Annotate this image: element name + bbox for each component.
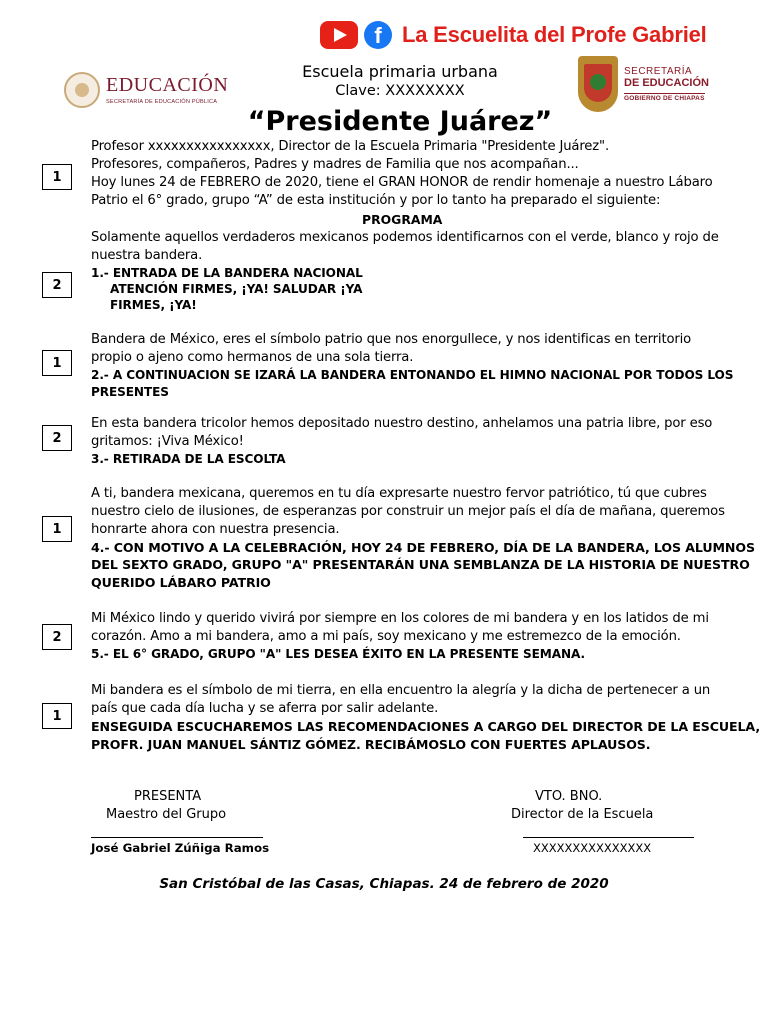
- chiapas-shield-icon: [578, 56, 618, 112]
- signature-left-name: José Gabriel Zúñiga Ramos: [91, 841, 270, 855]
- program-item-2: PRESENTES: [91, 385, 169, 399]
- program-heading: PROGRAMA: [362, 212, 443, 227]
- chiapas-logo-line1: SECRETARÍA: [624, 66, 693, 77]
- school-type: Escuela primaria urbana: [302, 62, 498, 81]
- speech-line: nuestro cielo de ilusiones, de esperanzas por construir un mejor país el día de mañana, queremos: [91, 504, 725, 519]
- signature-left-line: [91, 837, 263, 838]
- intro-line: Patrio el 6° grado, grupo “A” de esta institución y por lo tanto ha preparado el siguiente:: [91, 193, 661, 208]
- speaker-marker: 2: [42, 425, 72, 451]
- chiapas-logo-line3: GOBIERNO DE CHIAPAS: [624, 95, 705, 102]
- school-name: “Presidente Juárez”: [247, 106, 553, 137]
- program-item-3: 3.- RETIRADA DE LA ESCOLTA: [91, 452, 286, 466]
- speech-line: corazón. Amo a mi bandera, amo a mi país, soy mexicano y me estremezco de la emoción.: [91, 629, 681, 644]
- speech-line: país que cada día lucha y se aferra por salir adelante.: [91, 701, 439, 716]
- program-item-5: 5.- EL 6° GRADO, GRUPO "A" LES DESEA ÉXITO EN LA PRESENTE SEMANA.: [91, 647, 585, 661]
- speech-line: propio o ajeno como hermanos de una sola tierra.: [91, 350, 414, 365]
- program-item-1: 1.- ENTRADA DE LA BANDERA NACIONAL: [91, 266, 363, 280]
- speaker-marker: 1: [42, 350, 72, 376]
- chiapas-education-logo: [578, 56, 718, 116]
- sep-logo-subtitle: SECRETARÍA DE EDUCACIÓN PÚBLICA: [106, 99, 218, 105]
- intro-line: Profesor xxxxxxxxxxxxxxxx, Director de la Escuela Primaria "Presidente Juárez".: [91, 139, 610, 154]
- signature-right-role: Director de la Escuela: [511, 807, 654, 822]
- speaker-marker: 1: [42, 703, 72, 729]
- speech-line: Mi México lindo y querido vivirá por siempre en los colores de mi bandera y en los latidos de mi: [91, 611, 709, 626]
- speaker-marker: 2: [42, 624, 72, 650]
- school-clave: Clave: XXXXXXXX: [335, 83, 465, 99]
- speaker-marker: 1: [42, 516, 72, 542]
- speaker-marker: 1: [42, 164, 72, 190]
- signature-left-role: Maestro del Grupo: [106, 807, 227, 822]
- signature-right-line: [523, 837, 694, 838]
- closing-line: ENSEGUIDA ESCUCHAREMOS LAS RECOMENDACIONES A CARGO DEL DIRECTOR DE LA ESCUELA,: [91, 719, 760, 734]
- speech-line: Solamente aquellos verdaderos mexicanos podemos identificarnos con el verde, blanco y rojo de: [91, 230, 719, 245]
- program-item-4: DEL SEXTO GRADO, GRUPO "A" PRESENTARÁN UNA SEMBLANZA DE LA HISTORIA DE NUESTRO: [91, 557, 750, 572]
- program-item-1-command: FIRMES, ¡YA!: [110, 298, 197, 312]
- brand-name: La Escuelita del Profe Gabriel: [402, 22, 707, 47]
- speaker-marker: 2: [42, 272, 72, 298]
- program-item-1-command: ATENCIÓN FIRMES, ¡YA! SALUDAR ¡YA: [110, 282, 363, 296]
- intro-line: Hoy lunes 24 de FEBRERO de 2020, tiene el GRAN HONOR de rendir homenaje a nuestro Lábaro: [91, 175, 713, 190]
- speech-line: honrarte ahora con nuestra presencia.: [91, 522, 340, 537]
- intro-line: Profesores, compañeros, Padres y madres de Familia que nos acompañan...: [91, 157, 579, 172]
- sep-logo-title: EDUCACIÓN: [106, 74, 229, 96]
- signature-right-label: VTO. BNO.: [535, 789, 603, 804]
- youtube-icon: [320, 21, 358, 49]
- speech-line: En esta bandera tricolor hemos depositado nuestro destino, anhelamos una patria libre, por eso: [91, 416, 713, 431]
- chiapas-logo-line2: DE EDUCACIÓN: [624, 77, 709, 89]
- speech-line: gritamos: ¡Viva México!: [91, 434, 244, 449]
- speech-line: nuestra bandera.: [91, 248, 203, 263]
- signature-left-label: PRESENTA: [134, 789, 202, 804]
- program-item-4: QUERIDO LÁBARO PATRIO: [91, 575, 271, 590]
- closing-line: PROFR. JUAN MANUEL SÁNTIZ GÓMEZ. RECIBÁMOSLO CON FUERTES APLAUSOS.: [91, 737, 651, 752]
- facebook-icon: f: [364, 21, 392, 49]
- speech-line: Mi bandera es el símbolo de mi tierra, en ella encuentro la alegría y la dicha de pertenecer a un: [91, 683, 711, 698]
- brand-banner: [320, 18, 707, 52]
- signature-right-name: XXXXXXXXXXXXXXX: [533, 841, 652, 855]
- speech-line: Bandera de México, eres el símbolo patrio que nos enorgullece, y nos identificas en territorio: [91, 332, 692, 347]
- program-item-4: 4.- CON MOTIVO A LA CELEBRACIÓN, HOY 24 DE FEBRERO, DÍA DE LA BANDERA, LOS ALUMNOS: [91, 540, 755, 555]
- speech-line: A ti, bandera mexicana, queremos en tu día expresarte nuestro fervor patriótico, tú que cubres: [91, 486, 707, 501]
- place-and-date: San Cristóbal de las Casas, Chiapas. 24 de febrero de 2020: [159, 876, 609, 892]
- program-item-2: 2.- A CONTINUACION SE IZARÁ LA BANDERA ENTONANDO EL HIMNO NACIONAL POR TODOS LOS: [91, 368, 734, 382]
- national-seal-icon: [64, 72, 100, 108]
